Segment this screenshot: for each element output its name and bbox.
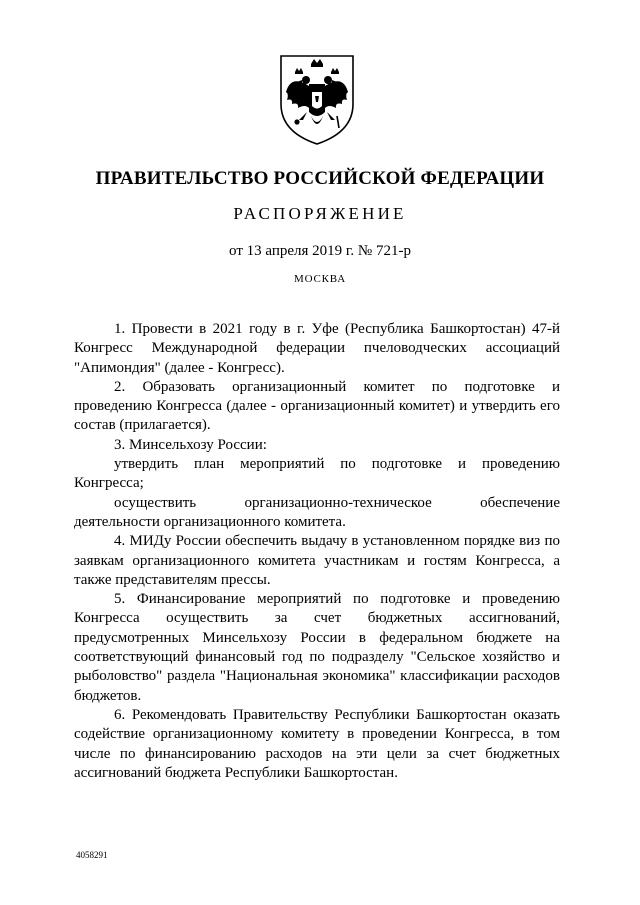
paragraph-3: 3. Минсельхозу России: <box>114 436 267 453</box>
document-type: РАСПОРЯЖЕНИЕ <box>233 204 407 223</box>
paragraph-5: 5. Финансирование мероприятий по подготовке и проведению Конгресса осуществить за счет бюджетных ассигнований, предусмотренных Минсельхозу России в федеральном бюджете на соответствующий финансовый год по подразделу "Сельское хозяйство и рыболовство" раздела "Национальная экономика" классификации расходов бюджетов. <box>74 591 560 704</box>
paragraph-3-subitem-1: утвердить план мероприятий по подготовке и проведению Конгресса; <box>74 456 560 492</box>
document-body <box>74 320 560 783</box>
document-city: МОСКВА <box>294 273 346 285</box>
paragraph-1: 1. Провести в 2021 году в г. Уфе (Республика Башкортостан) 47-й Конгресс Международной федерации пчеловодческих ассоциаций "Апимондия" (далее - Конгресс). <box>74 321 560 376</box>
paragraph-6: 6. Рекомендовать Правительству Республики Башкортостан оказать содействие организационному комитету в проведении Конгресса, в том числе по финансированию расходов на эти цели за счет бюджетных ассигнований бюджета Республики Башкортостан. <box>74 706 560 781</box>
document-date-number: от 13 апреля 2019 г. № 721-р <box>229 243 411 259</box>
document-code: 4058291 <box>76 850 108 860</box>
coat-of-arms-icon <box>273 52 361 148</box>
government-title: ПРАВИТЕЛЬСТВО РОССИЙСКОЙ ФЕДЕРАЦИИ <box>95 168 545 189</box>
paragraph-2: 2. Образовать организационный комитет по подготовке и проведению Конгресса (далее - организационный комитет) и утвердить его состав (прилагается). <box>74 378 560 434</box>
paragraph-4: 4. МИДу России обеспечить выдачу в установленном порядке виз по заявкам организационного комитета участникам и гостям Конгресса, а также представителям прессы. <box>74 533 560 588</box>
paragraph-3-subitem-2: осуществить организационно-техническое обеспечение деятельности организационного комитета. <box>74 494 560 530</box>
